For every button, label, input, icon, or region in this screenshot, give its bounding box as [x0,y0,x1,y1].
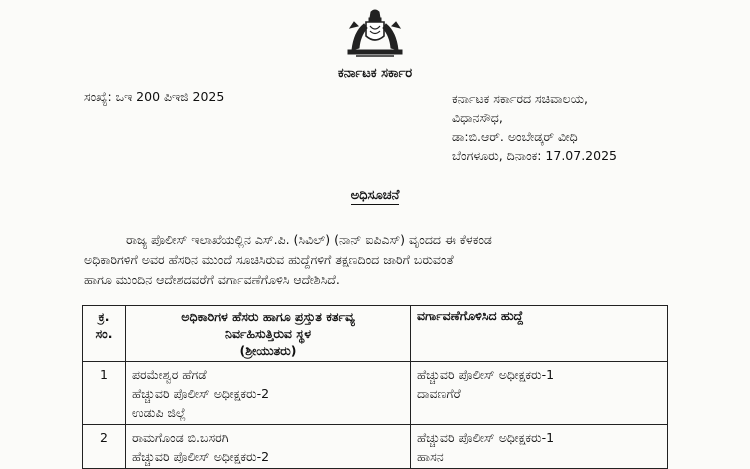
government-title: ಕರ್ನಾಟಕ ಸರ್ಕಾರ [337,66,413,81]
state-emblem [344,8,406,60]
transfer-table [82,305,668,469]
reference-number: ಸಂಖ್ಯೆ: ಒಇ 200 ಪಿಇಜಿ 2025 [84,89,225,104]
office-address [452,89,617,165]
officer-place: ಉಡುಪಿ ಜಿಲ್ಲೆ [132,405,186,420]
transfer-header: ವರ್ಗಾವಣೆಗೊಳಿಸಿದ ಹುದ್ದೆ [411,306,668,362]
transfer-post: ಹೆಚ್ಚುವರಿ ಪೊಲೀಸ್ ಅಧೀಕ್ಷಕರು-1 [417,430,555,445]
officer-header: ಅಧಿಕಾರಿಗಳ ಹೆಸರು ಹಾಗೂ ಪ್ರಸ್ತುತ ಕರ್ತವ್ಯ ನಿರ್ವಹಿಸುತ್ತಿರುವ ಸ್ಥಳ (ಶ್ರೀಯುತರು) [126,306,411,362]
notification-heading [0,188,750,203]
body-line: ರಾಜ್ಯ ಪೊಲೀಸ್ ಇಲಾಖೆಯಲ್ಲಿನ ಎಸ್.ಪಿ. (ಸಿವಿಲ್) (ನಾನ್ ಐಪಿಎಸ್) ವೃಂದದ ಈ ಕೆಳಕಂಡ [126,232,492,247]
officer-cell [126,425,411,469]
transfer-cell [411,362,668,425]
officer-post: ಹೆಚ್ಚುವರಿ ಪೊಲೀಸ್ ಅಧೀಕ್ಷಕರು-2 [132,449,270,464]
address-line: ಡಾ:ಬಿ.ಆರ್. ಅಂಬೇಡ್ಕರ್ ವೀಧಿ [452,129,578,144]
serial-header: ಕ್ರ. ಸಂ. [83,306,126,362]
address-line: ವಿಧಾನಸೌಧ, [452,110,503,125]
officer-post: ಹೆಚ್ಚುವರಿ ಪೊಲೀಸ್ ಅಧೀಕ್ಷಕರು-2 [132,386,270,401]
table-header-row [83,306,668,362]
serial-cell: 2 [83,425,126,469]
transfer-place: ಹಾಸನ [417,449,444,464]
officer-name: ರಾಮಗೊಂಡ ಬಿ.ಬಸರಗಿ [132,430,229,445]
transfer-place: ದಾವಣಗೆರೆ [417,386,461,401]
table-row [83,362,668,425]
address-line: ಕರ್ನಾಟಕ ಸರ್ಕಾರದ ಸಚಿವಾಲಯ, [452,91,588,106]
body-line: ಹಾಗೂ ಮುಂದಿನ ಆದೇಶದವರೆಗೆ ವರ್ಗಾವಣೆಗೊಳಿಸಿ ಆದೇಶಿಸಿದೆ. [84,272,340,287]
address-date-line: ಬೆಂಗಳೂರು, ದಿನಾಂಕ: 17.07.2025 [452,148,617,163]
transfer-cell [411,425,668,469]
transfer-post: ಹೆಚ್ಚುವರಿ ಪೊಲೀಸ್ ಅಧೀಕ್ಷಕರು-1 [417,367,555,382]
officer-cell [126,362,411,425]
body-line: ಅಧಿಕಾರಿಗಳಿಗೆ ಅವರ ಹೆಸರಿನ ಮುಂದೆ ಸೂಚಿಸಿರುವ ಹುದ್ದೆಗಳಿಗೆ ತಕ್ಷಣದಿಂದ ಜಾರಿಗೆ ಬರುವಂತೆ [84,252,454,267]
serial-cell: 1 [83,362,126,425]
notification-body [84,230,666,290]
table-row [83,425,668,469]
officer-name: ಪರಮೇಶ್ವರ ಹೆಗಡೆ [132,367,207,382]
notification-title: ಅಧಿಸೂಚನೆ [350,188,400,203]
